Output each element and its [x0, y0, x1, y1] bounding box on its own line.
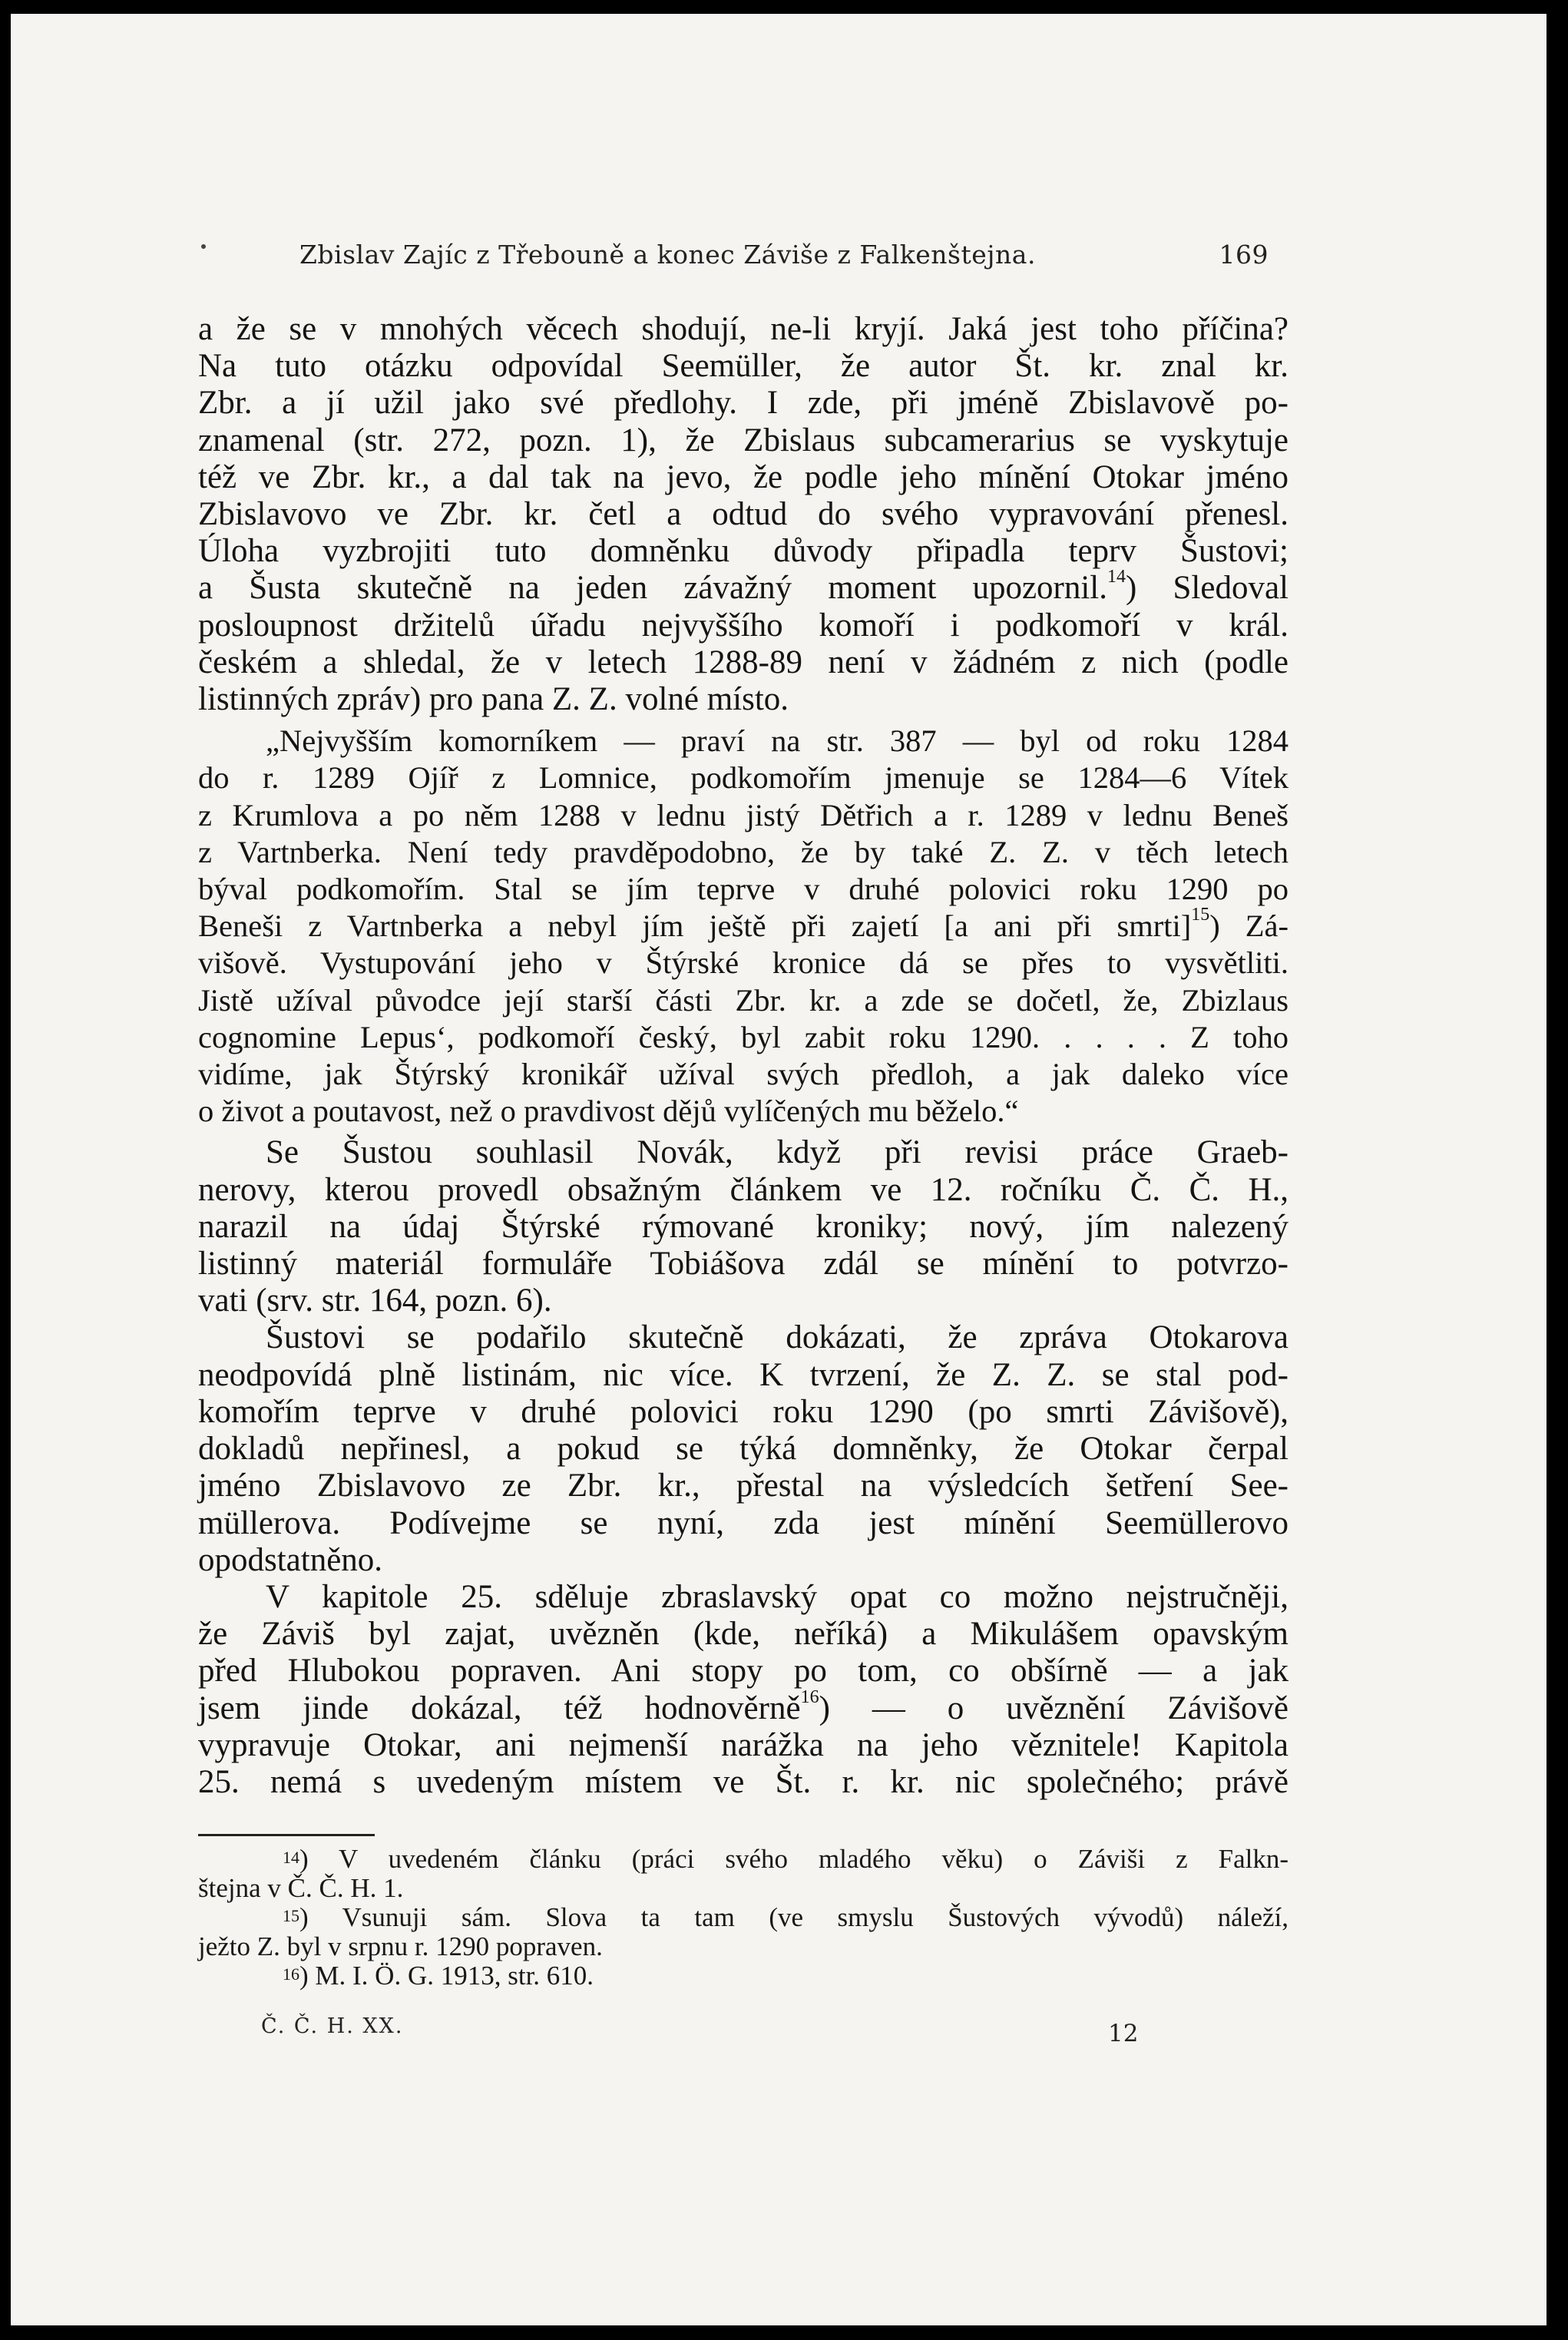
text-line: 25. nemá s uvedeným místem ve Št. r. kr. nic společného; právě [198, 1763, 1288, 1800]
text-line: višově. Vystupování jeho v Štýrské kronice dá se přes to vysvětliti. [198, 945, 1288, 981]
text-segment: jsem jinde dokázal, též hodnověrně [198, 1690, 801, 1726]
text-line: a že se v mnohých věcech shodují, ne-li kryjí. Jaká jest toho příčina? [198, 311, 1288, 347]
text-segment: ) — o uvěznění Závišově [819, 1690, 1288, 1726]
running-header [299, 240, 1269, 270]
footnote-ref-15: 15 [1191, 905, 1210, 925]
text-line: vati (srv. str. 164, pozn. 6). [198, 1283, 552, 1319]
text-line: listinných zpráv) pro pana Z. Z. volné místo. [198, 681, 789, 718]
text-line: Na tuto otázku odpovídal Seemüller, že autor Št. kr. znal kr. [198, 348, 1288, 385]
text-line: o život a poutavost, než o pravdivost dějů vylíčených mu běželo.“ [198, 1094, 1019, 1129]
printer-signature: Č. Č. H. XX. [261, 2014, 404, 2038]
text-line: Se Šustou souhlasil Novák, když při revisi práce Graeb- [266, 1134, 1288, 1171]
text-line: nerovy, kterou provedl obsažným článkem ve 12. ročníku Č. Č. H., [198, 1171, 1288, 1208]
text-segment: ) Sledoval [1126, 570, 1288, 607]
footnote-ref-16: 16 [800, 1686, 819, 1707]
text-line: před Hlubokou popraven. Ani stopy po tom, co obšírně — a jak [198, 1653, 1288, 1690]
footnote-text: ) M. I. Ö. G. 1913, str. 610. [299, 1961, 594, 1991]
text-line: neodpovídá plně listinám, nic více. K tvrzení, že Z. Z. se stal pod- [198, 1356, 1288, 1393]
text-line: Úloha vyzbrojiti tuto domněnku důvody připadla teprv Šustovi; [198, 533, 1288, 570]
text-line: býval podkomořím. Stal se jím teprve v druhé polovici roku 1290 po [198, 872, 1288, 907]
text-line: cognomine Lepus‘, podkomoří český, byl zabit roku 1290. . . . . Z toho [198, 1019, 1288, 1054]
text-line: posloupnost držitelů úřadu nejvyššího komoří i podkomoří v král. [198, 607, 1288, 644]
text-line: Jistě užíval původce její starší části Zbr. kr. a zde se dočetl, že, Zbizlaus [198, 982, 1288, 1018]
text-segment: ) Zá- [1209, 909, 1288, 944]
text-line: dokladů nepřinesl, a pokud se týká domněnky, že Otokar čerpal [198, 1431, 1288, 1468]
text-line: Zbr. a jí užil jako své předlohy. I zde, při jméně Zbislavově po- [198, 385, 1288, 422]
footnotes [198, 1845, 1288, 1991]
footnote-15 [198, 1903, 1288, 1932]
page-number: 169 [1219, 240, 1269, 270]
footnote-marker: 16 [283, 1964, 299, 1984]
text-line: müllerova. Podívejme se nyní, zda jest mínění Seemüllerovo [198, 1504, 1288, 1541]
footnote-marker: 14 [283, 1848, 299, 1867]
footnote-14-cont: štejna v Č. Č. H. 1. [198, 1873, 404, 1903]
scan-mark-dot [201, 244, 206, 249]
footnote-marker: 15 [283, 1906, 299, 1925]
text-line: V kapitole 25. sděluje zbraslavský opat co možno nejstručněji, [266, 1578, 1288, 1615]
footnote-16 [198, 1961, 1288, 1991]
text-line: znamenal (str. 272, pozn. 1), že Zbislaus subcamerarius se vyskytuje [198, 422, 1288, 458]
text-line [198, 1686, 1288, 1727]
text-line: též ve Zbr. kr., a dal tak na jevo, že podle jeho mínění Otokar jméno [198, 458, 1288, 495]
text-line: Šustovi se podařilo skutečně dokázati, že zpráva Otokarova [266, 1319, 1288, 1356]
text-line: z Vartnberka. Není tedy pravděpodobno, že by také Z. Z. v těch letech [198, 834, 1288, 869]
text-line: listinný materiál formuláře Tobiášova zdál se mínění to potvrzo- [198, 1246, 1288, 1283]
text-line: narazil na údaj Štýrské rýmované kroniky; nový, jím nalezený [198, 1208, 1288, 1245]
footnote-ref-14: 14 [1107, 567, 1126, 587]
footnote-text: ) V uvedeném článku (práci svého mladého věku) o Záviši z Falkn- [299, 1844, 1288, 1874]
text-line: jméno Zbislavovo ze Zbr. kr., přestal na výsledcích šetření See- [198, 1468, 1288, 1504]
text-line [198, 567, 1288, 607]
body-text [198, 311, 1288, 1801]
text-line: „Nejvyšším komorníkem — praví na str. 387 — byl od roku 1284 [266, 723, 1288, 759]
footnote-divider [198, 1834, 375, 1836]
running-title: Zbislav Zajíc z Třebouně a konec Záviše z Falkenštejna. [299, 240, 1036, 270]
text-line: Zbislavovo ve Zbr. kr. četl a odtud do svého vypravování přenesl. [198, 496, 1288, 533]
text-line: opodstatněno. [198, 1541, 383, 1578]
text-line: z Krumlova a po něm 1288 v lednu jistý Dětřich a r. 1289 v lednu Beneš [198, 797, 1288, 832]
text-line: komořím teprve v druhé polovici roku 1290 (po smrti Závišově), [198, 1393, 1288, 1430]
text-line: vypravuje Otokar, ani nejmenší narážka na jeho věznitele! Kapitola [198, 1726, 1288, 1763]
text-line: do r. 1289 Ojíř z Lomnice, podkomořím jmenuje se 1284—6 Vítek [198, 760, 1288, 796]
footnote-14 [198, 1845, 1288, 1874]
footnote-15-cont: ježto Z. byl v srpnu r. 1290 popraven. [198, 1931, 603, 1961]
text-line: že Záviš byl zajat, uvězněn (kde, neříká) a Mikulášem opavským [198, 1616, 1288, 1653]
text-line: českém a shledal, že v letech 1288-89 není v žádném z nich (podle [198, 644, 1288, 680]
text-line [198, 905, 1288, 945]
text-segment: a Šusta skutečně na jeden závažný moment upozornil. [198, 570, 1107, 607]
text-line: vidíme, jak Štýrský kronikář užíval svých předloh, a jak daleko více [198, 1057, 1288, 1092]
footnote-text: ) Vsunuji sám. Slova ta tam (ve smyslu Šustových vývodů) náleží, [299, 1902, 1288, 1932]
sheet-number: 12 [1108, 2020, 1139, 2047]
text-segment: Beneši z Vartnberka a nebyl jím ještě při zajetí [a ani při smrti] [198, 909, 1192, 944]
